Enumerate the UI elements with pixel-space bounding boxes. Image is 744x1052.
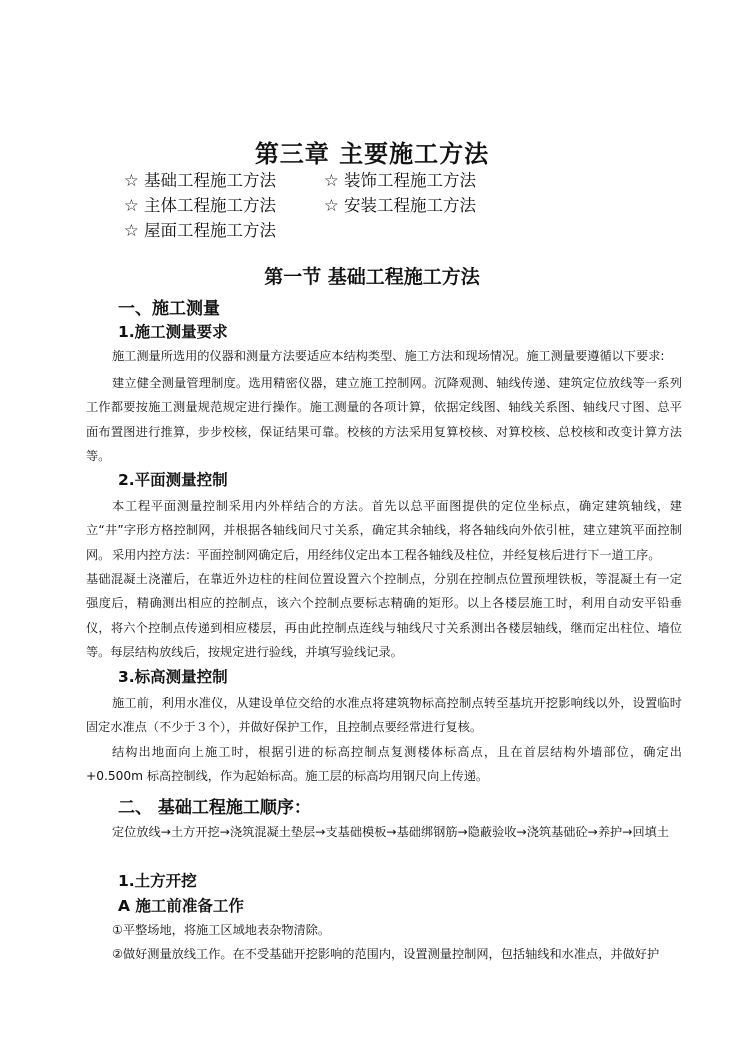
section-title: 第一节 基础工程施工方法 [264, 266, 480, 288]
plane-control-paragraph-2: 采用内控方法：平面控制网确定后，用经纬仪定出本工程各轴线及柱位，并经复核后进行下一道工序。 [112, 548, 661, 562]
preparation-item-1: ①平整场地，将施工区域地表杂物清除。 [112, 923, 331, 937]
preparation-item-2: ②做好测量放线工作。在不受基础开挖影响的范围内，设置测量控制网，包括轴线和水准点，并做好护 [112, 947, 660, 961]
toc-item-main-structure: ☆ 主体工程施工方法 [124, 196, 277, 215]
heading-elevation-control: 3.标高测量控制 [118, 668, 228, 686]
construction-sequence-text: 定位放线→土方开挖→浇筑混凝土垫层→支基础模板→基础绑钢筋→隐蔽验收→浇筑基础砼→养护→回填土 [112, 825, 670, 839]
heading-construction-sequence: 二、 基础工程施工顺序： [118, 798, 311, 818]
heading-plane-control: 2.平面测量控制 [118, 471, 228, 489]
heading-preparation: A 施工前准备工作 [118, 897, 244, 915]
plane-control-paragraph-3: 基础混凝土浇灌后，在靠近外边柱的柱间位置设置六个控制点，分别在控制点位置预埋铁板，等混凝土有一定强度后，精确测出相应的控制点，该六个控制点要标志精确的矩形。以上各楼层施工时，利用自动安平铅垂仪，将六个控制点传递到相应楼层，再由此控制点连线与轴线尺寸关系测出各楼层轴线，继而定出柱位、墙位等。每层结构放线后，按规定进行验线，并填写验线记录。 [86, 572, 682, 660]
toc-item-decoration: ☆ 装饰工程施工方法 [324, 171, 477, 190]
toc-item-installation: ☆ 安装工程施工方法 [324, 196, 477, 215]
survey-intro: 施工测量所选用的仪器和测量方法要适应本结构类型、施工方法和现场情况。施工测量要遵循以下要求: [112, 349, 665, 363]
toc-item-roofing: ☆ 屋面工程施工方法 [124, 221, 277, 240]
heading-survey: 一、施工测量 [118, 299, 220, 319]
survey-requirements-paragraph: 建立健全测量管理制度。选用精密仪器，建立施工控制网。沉降观测、轴线传递、建筑定位放线等一系列工作都要按施工测量规范规定进行操作。施工测量的各项计算，依据定线图、轴线关系图、轴线尺寸图、总平面布置图进行推算，步步校核，保证结果可靠。校核的方法采用复算校核、对算校核、总校核和改变计算方法等。 [86, 376, 682, 464]
elevation-control-paragraph-2: 结构出地面向上施工时，根据引进的标高控制点复测楼体标高点，且在首层结构外墙部位，确定出+0.500m 标高控制线，作为起始标高。施工层的标高均用钢尺向上传递。 [86, 745, 682, 784]
heading-earthwork: 1.土方开挖 [118, 872, 197, 890]
heading-survey-requirements: 1.施工测量要求 [118, 323, 228, 341]
plane-control-paragraph-1: 本工程平面测量控制采用内外样结合的方法。首先以总平面图提供的定位坐标点，确定建筑轴线，建立“井”字形方格控制网，并根据各轴线间尺寸关系，确定其余轴线，将各轴线向外依引桩，建立建筑平面控制网。 [86, 499, 682, 562]
chapter-title: 第三章 主要施工方法 [254, 140, 490, 168]
elevation-control-paragraph-1: 施工前，利用水准仪，从建设单位交给的水准点将建筑物标高控制点转至基坑开挖影响线以外，设置临时固定水准点（不少于３个），并做好保护工作，且控制点要经常进行复核。 [86, 696, 682, 735]
toc-item-foundation: ☆ 基础工程施工方法 [124, 171, 277, 190]
